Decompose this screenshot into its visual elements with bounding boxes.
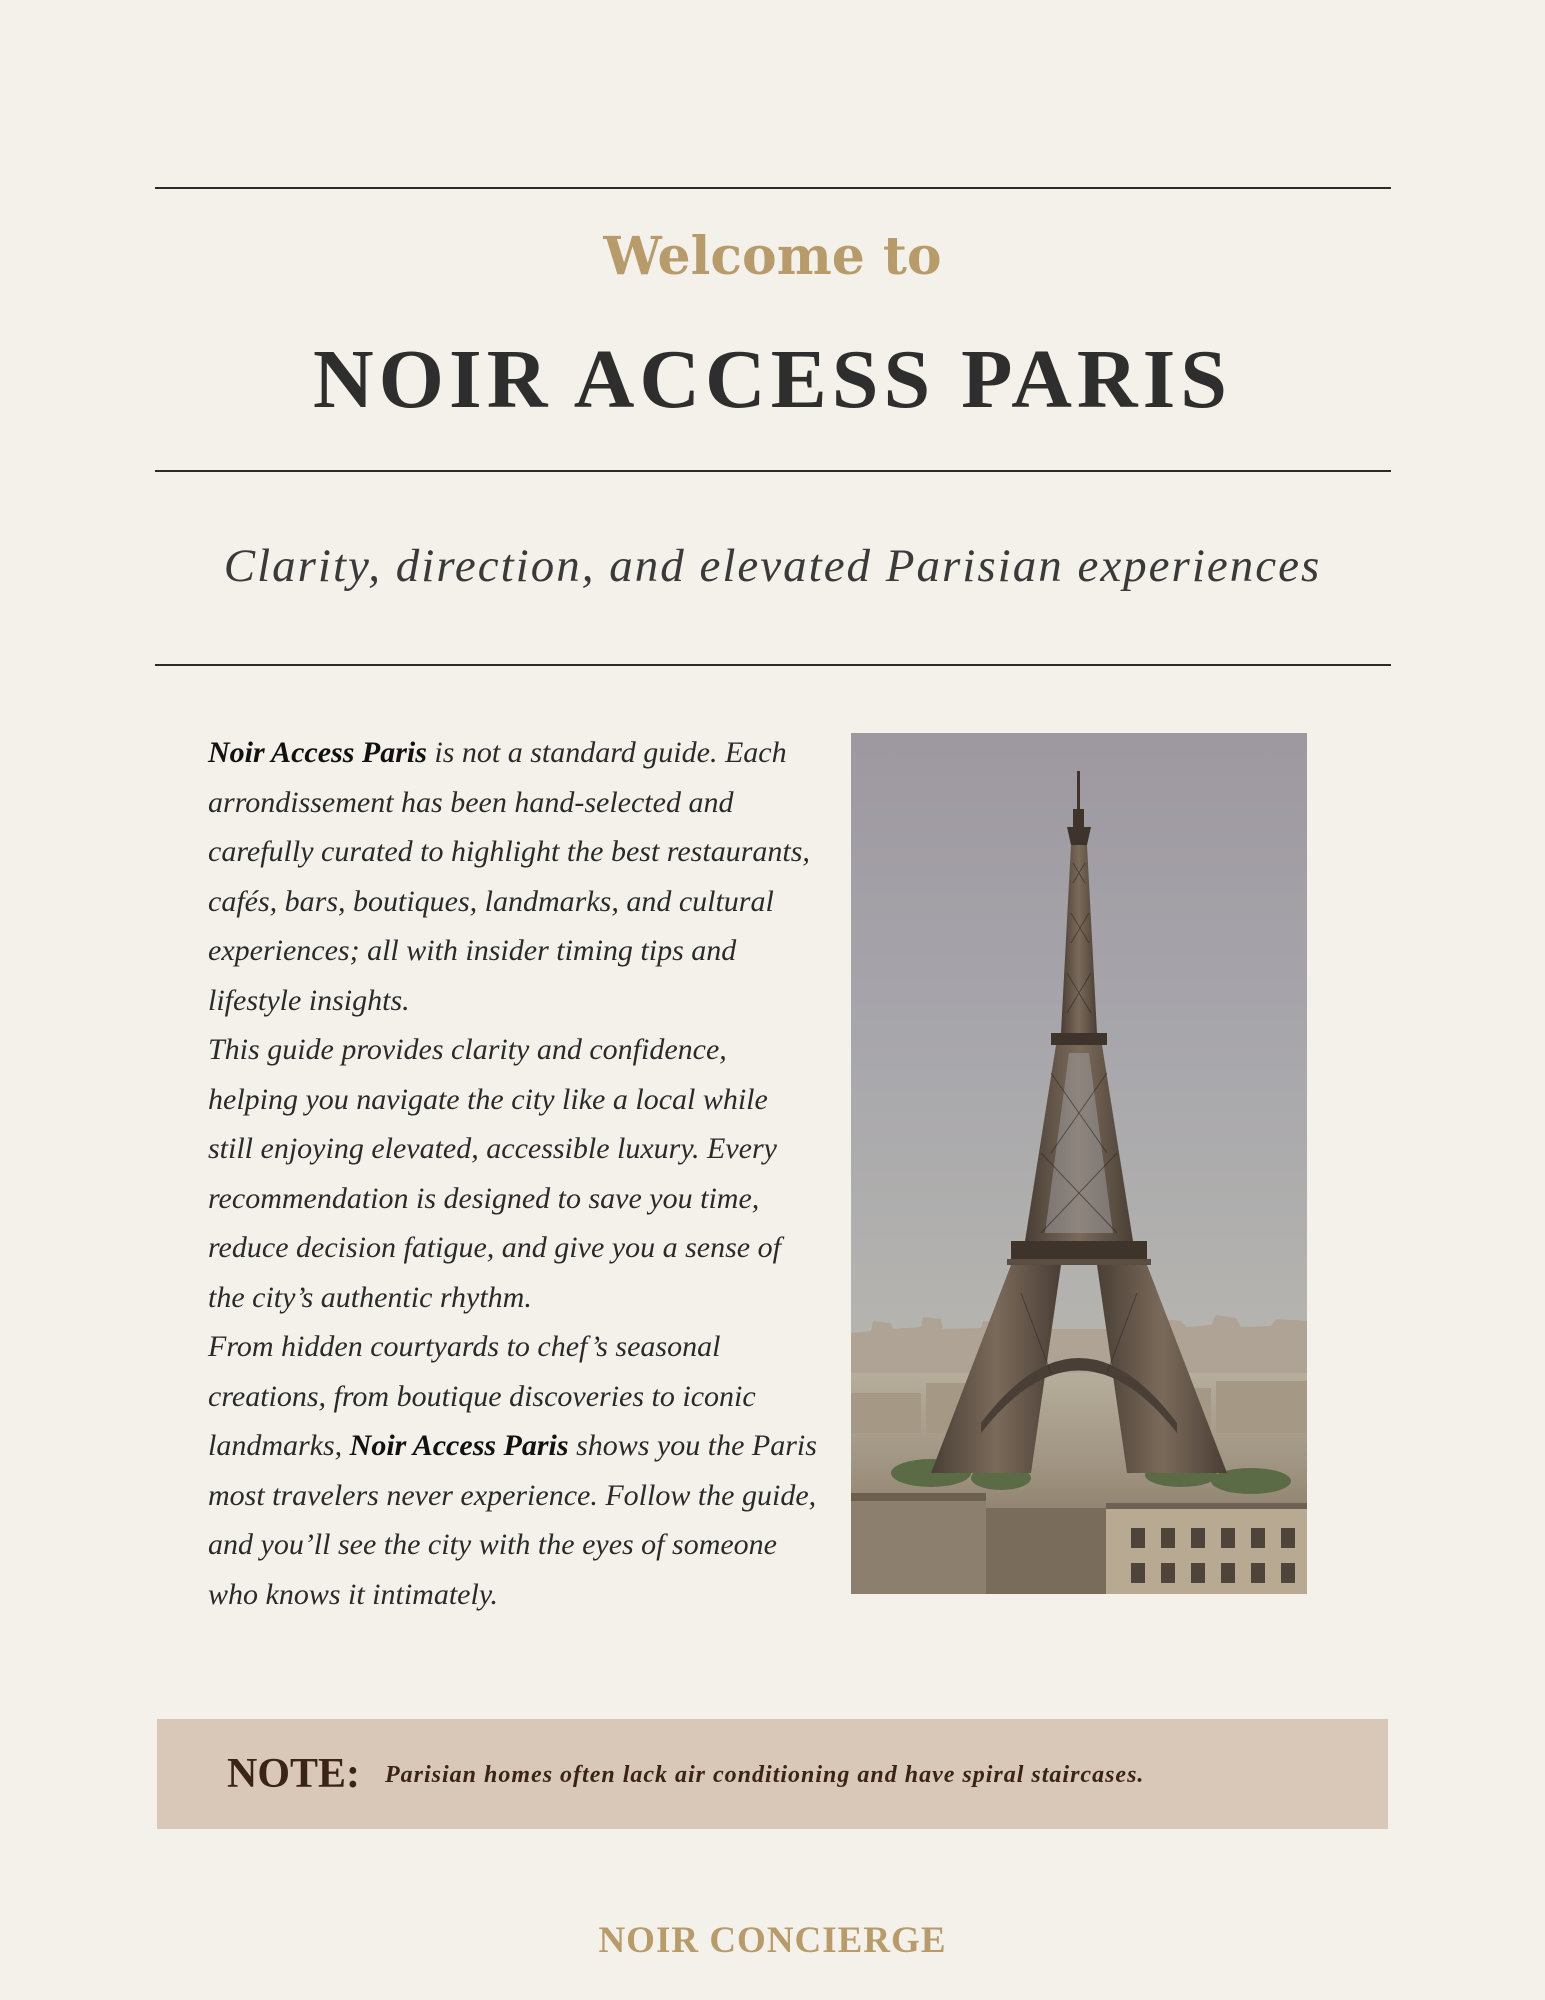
- intro-text: [208, 728, 818, 1619]
- tagline-divider: [155, 664, 1391, 666]
- brand-name: Noir Access Paris: [349, 1429, 569, 1462]
- intro-paragraph-3-end: shows you the Paris most travelers never experience. Follow the guide, and you’ll see the city with the eyes of someone who knows it intimately.: [208, 1429, 817, 1611]
- eiffel-tower-illustration: [851, 733, 1307, 1594]
- eiffel-tower-photo: [851, 733, 1307, 1594]
- brand-name: Noir Access Paris: [208, 736, 427, 769]
- note-label: NOTE:: [227, 1751, 361, 1797]
- welcome-heading: Welcome to: [603, 226, 942, 287]
- intro-paragraph-1: [208, 728, 818, 1025]
- intro-paragraph-1-text: is not a standard guide. Each arrondissement has been hand-selected and carefully curated to highlight the best restaurants, cafés, bars, boutiques, landmarks, and cultural experiences; all with insider timing tips and lifestyle insights.: [208, 736, 810, 1017]
- foreground-buildings: [851, 1493, 1307, 1594]
- footer-brand: NOIR CONCIERGE: [598, 1920, 947, 1961]
- title-divider: [155, 470, 1391, 472]
- page-title: NOIR ACCESS PARIS: [313, 333, 1232, 426]
- intro-paragraph-3: [208, 1322, 818, 1619]
- intro-paragraph-3-start: From hidden courtyards to chef’s seasonal creations, from boutique discoveries to iconic landmarks,: [208, 1330, 756, 1462]
- top-divider: [155, 187, 1391, 189]
- intro-paragraph-2: This guide provides clarity and confidence, helping you navigate the city like a local while still enjoying elevated, accessible luxury. Every recommendation is designed to save you time, reduce decision fatigue, and give you a sense of the city’s authentic rhythm.: [208, 1033, 781, 1314]
- note-text: Parisian homes often lack air conditioning and have spiral staircases.: [385, 1762, 1145, 1788]
- tagline: Clarity, direction, and elevated Parisian experiences: [223, 540, 1322, 592]
- note-box: [157, 1719, 1388, 1829]
